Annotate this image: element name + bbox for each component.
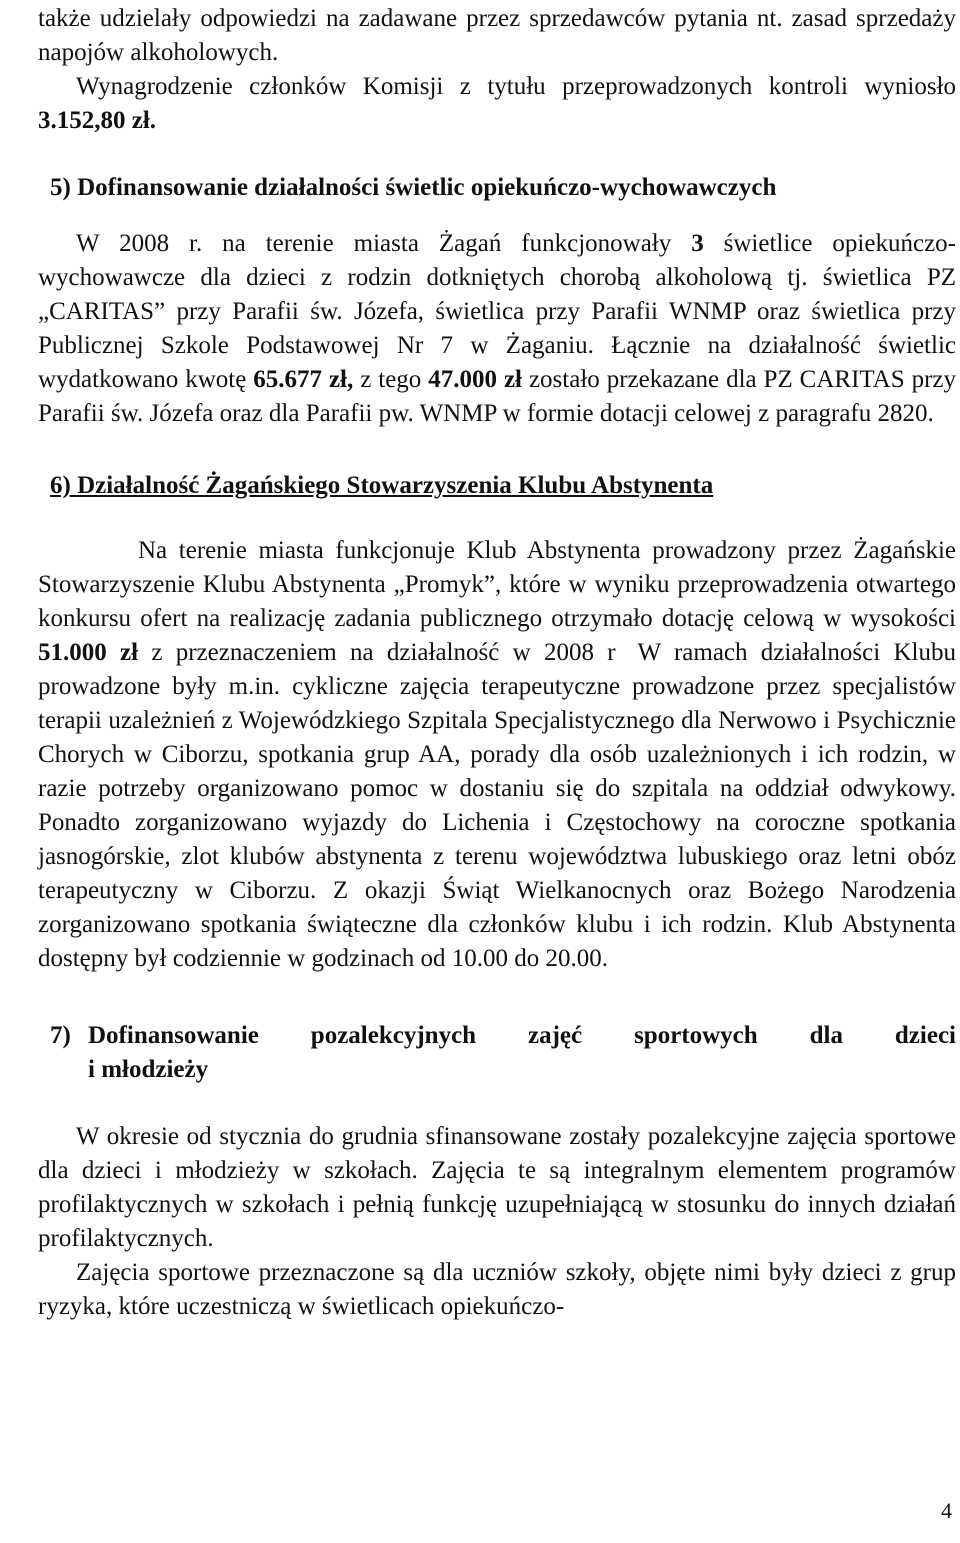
intro-text-1: także udzielały odpowiedzi na zadawane przez sprzedawców pytania nt. zasad sprzedaży napojów alkoholowych. (38, 5, 956, 66)
page-number: 4 (941, 1498, 952, 1523)
section-5-count: 3 (691, 230, 704, 257)
section-7-heading-line-2: i młodzieży (88, 1056, 209, 1083)
section-5-text-2: świetlice opiekuńczo-wychowawcze dla dzieci z rodzin dotkniętych chorobą alkoholową tj. świetlica PZ „CARITAS” przy Parafii św. Józefa, świetlica przy Parafii WNMP oraz świetlica przy Publicznej Szkole Podstawowej Nr 7 w Żaganiu. Łącznie na działalność świetlic wydatkowano kwotę (38, 230, 956, 393)
section-7-heading-line-1: Dofinansowanie pozalekcyjnych zajęć sportowych dla dzieci (88, 1022, 956, 1049)
section-7-paragraph-2: Zajęcia sportowe przeznaczone są dla uczniów szkoły, objęte nimi były dzieci z grup ryzyka, które uczestniczą w świetlicach opiekuńczo- (38, 1259, 956, 1320)
section-5-amount-total: 65.677 zł, (253, 366, 354, 393)
document-page (38, 0, 956, 1324)
section-7-number: 7) (50, 1022, 71, 1049)
section-5-amount-part: 47.000 zł (428, 366, 522, 393)
intro-paragraph (38, 2, 956, 138)
section-7-heading (50, 1019, 956, 1087)
section-6-heading: 6) Działalność Żagańskiego Stowarzyszenia Klubu Abstynenta (50, 472, 714, 499)
section-5-text-1: W 2008 r. na terenie miasta Żagań funkcjonowały (76, 230, 692, 257)
section-6-text-1: Na terenie miasta funkcjonuje Klub Abstynenta prowadzony przez Żagańskie Stowarzyszenie Klubu Abstynenta „Promyk”, które w wyniku przeprowadzenia otwartego konkursu ofert na realizację zadania publicznego otrzymało dotację celową w wysokości (38, 537, 956, 632)
section-6-amount: 51.000 zł (38, 639, 139, 666)
section-5-text-3: z tego (353, 366, 429, 393)
section-5-text-4: zostało przekazane dla PZ CARITAS przy Parafii św. Józefa oraz dla Parafii pw. WNMP w formie dotacji celowej z paragrafu 2820. (38, 366, 957, 427)
section-6-text-2: z przeznaczeniem na działalność w 2008 r (138, 639, 616, 666)
section-6-paragraph (38, 534, 956, 976)
intro-amount: 3.152,80 zł. (38, 107, 157, 134)
section-5-paragraph (38, 227, 956, 431)
section-7-paragraph-1: W okresie od stycznia do grudnia sfinansowane zostały pozalekcyjne zajęcia sportowe dla dzieci i młodzieży w szkołach. Zajęcia te są integralnym elementem programów profilaktycznych w szkołach i pełnią funkcję uzupełniającą w stosunku do innych działań profilaktycznych. (38, 1123, 956, 1252)
section-6-text-3: W ramach działalności Klubu prowadzone były m.in. cykliczne zajęcia terapeutyczne prowadzone przez specjalistów terapii uzależnień z Wojewódzkiego Szpitala Specjalistycznego dla Nerwowo i Psychicznie Chorych w Ciborzu, spotkania grup AA, porady dla osób uzależnionych i ich rodzin, w razie potrzeby organizowano pomoc w dostaniu się do szpitala na oddział odwykowy. Ponadto zorganizowano wyjazdy do Lichenia i Częstochowy na coroczne spotkania jasnogórskie, zlot klubów abstynenta z terenu województwa lubuskiego oraz letni obóz terapeutyczny w Ciborzu. Z okazji Świąt Wielkanocnych oraz Bożego Narodzenia zorganizowano spotkania świąteczne dla członków klubu i ich rodzin. Klub Abstynenta dostępny był codziennie w godzinach od 10.00 do 20.00. (38, 639, 956, 972)
intro-text-2: Wynagrodzenie członków Komisji z tytułu przeprowadzonych kontroli wyniosło (76, 73, 956, 100)
section-7-heading-text (88, 1019, 956, 1087)
section-5-heading: 5) Dofinansowanie działalności świetlic opiekuńczo-wychowawczych (50, 174, 777, 201)
